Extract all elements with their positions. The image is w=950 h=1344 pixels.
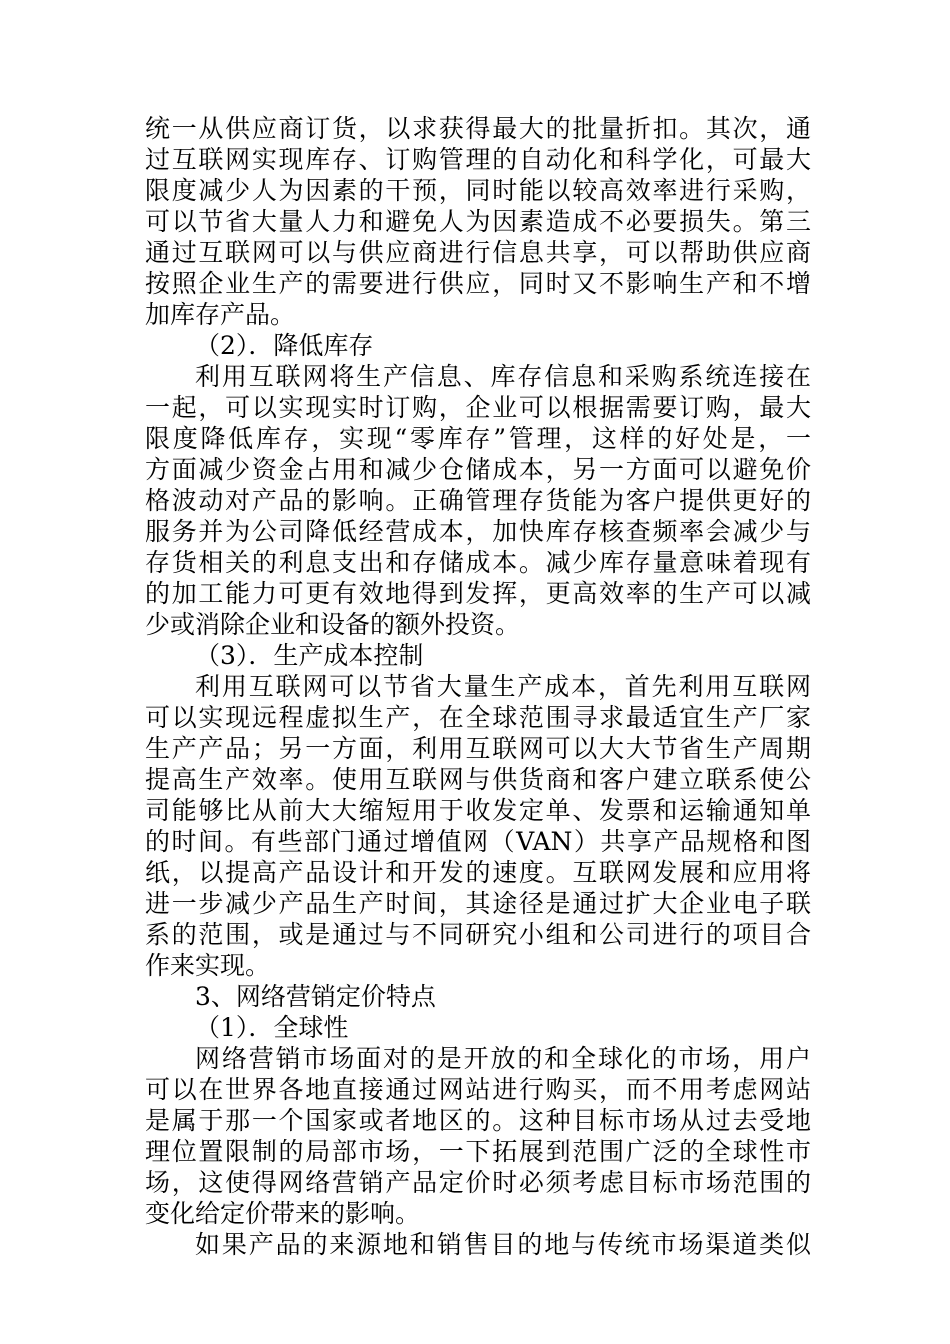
document-body	[145, 113, 811, 1260]
paragraph-line: 司能够比从前大大缩短用于收发定单、发票和运输通知单	[145, 796, 811, 825]
paragraph-line: 的时间。有些部门通过增值网（VAN）共享产品规格和图	[145, 827, 811, 856]
paragraph-line: 场，这使得网络营销产品定价时必须考虑目标市场范围的	[145, 1168, 811, 1197]
paragraph-line: 存货相关的利息支出和存储成本。减少库存量意味着现有	[145, 548, 811, 577]
paragraph-line: 过互联网实现库存、订购管理的自动化和科学化，可最大	[145, 145, 811, 174]
paragraph-line: 理位置限制的局部市场，一下拓展到范围广泛的全球性市	[145, 1137, 811, 1166]
paragraph-line: 一起，可以实现实时订购，企业可以根据需要订购，最大	[145, 393, 811, 422]
paragraph-line: 格波动对产品的影响。正确管理存货能为客户提供更好的	[145, 486, 811, 515]
paragraph-line: 可以实现远程虚拟生产，在全球范围寻求最适宜生产厂家	[145, 703, 811, 732]
paragraph-line: 系的范围，或是通过与不同研究小组和公司进行的项目合	[145, 920, 811, 949]
paragraph-line: 统一从供应商订货，以求获得最大的批量折扣。其次，通	[145, 114, 811, 143]
paragraph-line: 限度减少人为因素的干预，同时能以较高效率进行采购，	[145, 176, 811, 205]
paragraph-line: 可以节省大量人力和避免人为因素造成不必要损失。第三	[145, 207, 811, 236]
paragraph-line: 作来实现。	[145, 951, 271, 980]
paragraph-line: 提高生产效率。使用互联网与供货商和客户建立联系使公	[145, 765, 811, 794]
paragraph-line: 利用互联网可以节省大量生产成本，首先利用互联网	[195, 672, 811, 701]
paragraph-line: 少或消除企业和设备的额外投资。	[145, 610, 521, 639]
paragraph-line: 服务并为公司降低经营成本，加快库存核查频率会减少与	[145, 517, 811, 546]
paragraph-line: 可以在世界各地直接通过网站进行购买，而不用考虑网站	[145, 1075, 811, 1104]
section-heading: 3、网络营销定价特点	[195, 982, 436, 1011]
paragraph-line: 通过互联网可以与供应商进行信息共享，可以帮助供应商	[145, 238, 811, 267]
section-heading: （3）．生产成本控制	[195, 641, 424, 670]
paragraph-line: 变化给定价带来的影响。	[145, 1199, 421, 1228]
paragraph-line: 纸，以提高产品设计和开发的速度。互联网发展和应用将	[145, 858, 811, 887]
paragraph-line: 按照企业生产的需要进行供应，同时又不影响生产和不增	[145, 269, 811, 298]
paragraph-line: 加库存产品。	[145, 300, 296, 329]
paragraph-line: 如果产品的来源地和销售目的地与传统市场渠道类似	[195, 1230, 811, 1259]
paragraph-line: 方面减少资金占用和减少仓储成本，另一方面可以避免价	[145, 455, 811, 484]
paragraph-line: 网络营销市场面对的是开放的和全球化的市场，用户	[195, 1044, 811, 1073]
section-heading: （1）．全球性	[195, 1013, 349, 1042]
section-heading: （2）．降低库存	[195, 331, 374, 360]
paragraph-line: 的加工能力可更有效地得到发挥，更高效率的生产可以减	[145, 579, 811, 608]
paragraph-line: 利用互联网将生产信息、库存信息和采购系统连接在	[195, 362, 811, 391]
paragraph-line: 是属于那一个国家或者地区的。这种目标市场从过去受地	[145, 1106, 811, 1135]
paragraph-line: 生产产品；另一方面，利用互联网可以大大节省生产周期	[145, 734, 811, 763]
paragraph-line: 限度降低库存，实现“零库存”管理，这样的好处是，一	[145, 424, 811, 453]
paragraph-line: 进一步减少产品生产时间，其途径是通过扩大企业电子联	[145, 889, 811, 918]
